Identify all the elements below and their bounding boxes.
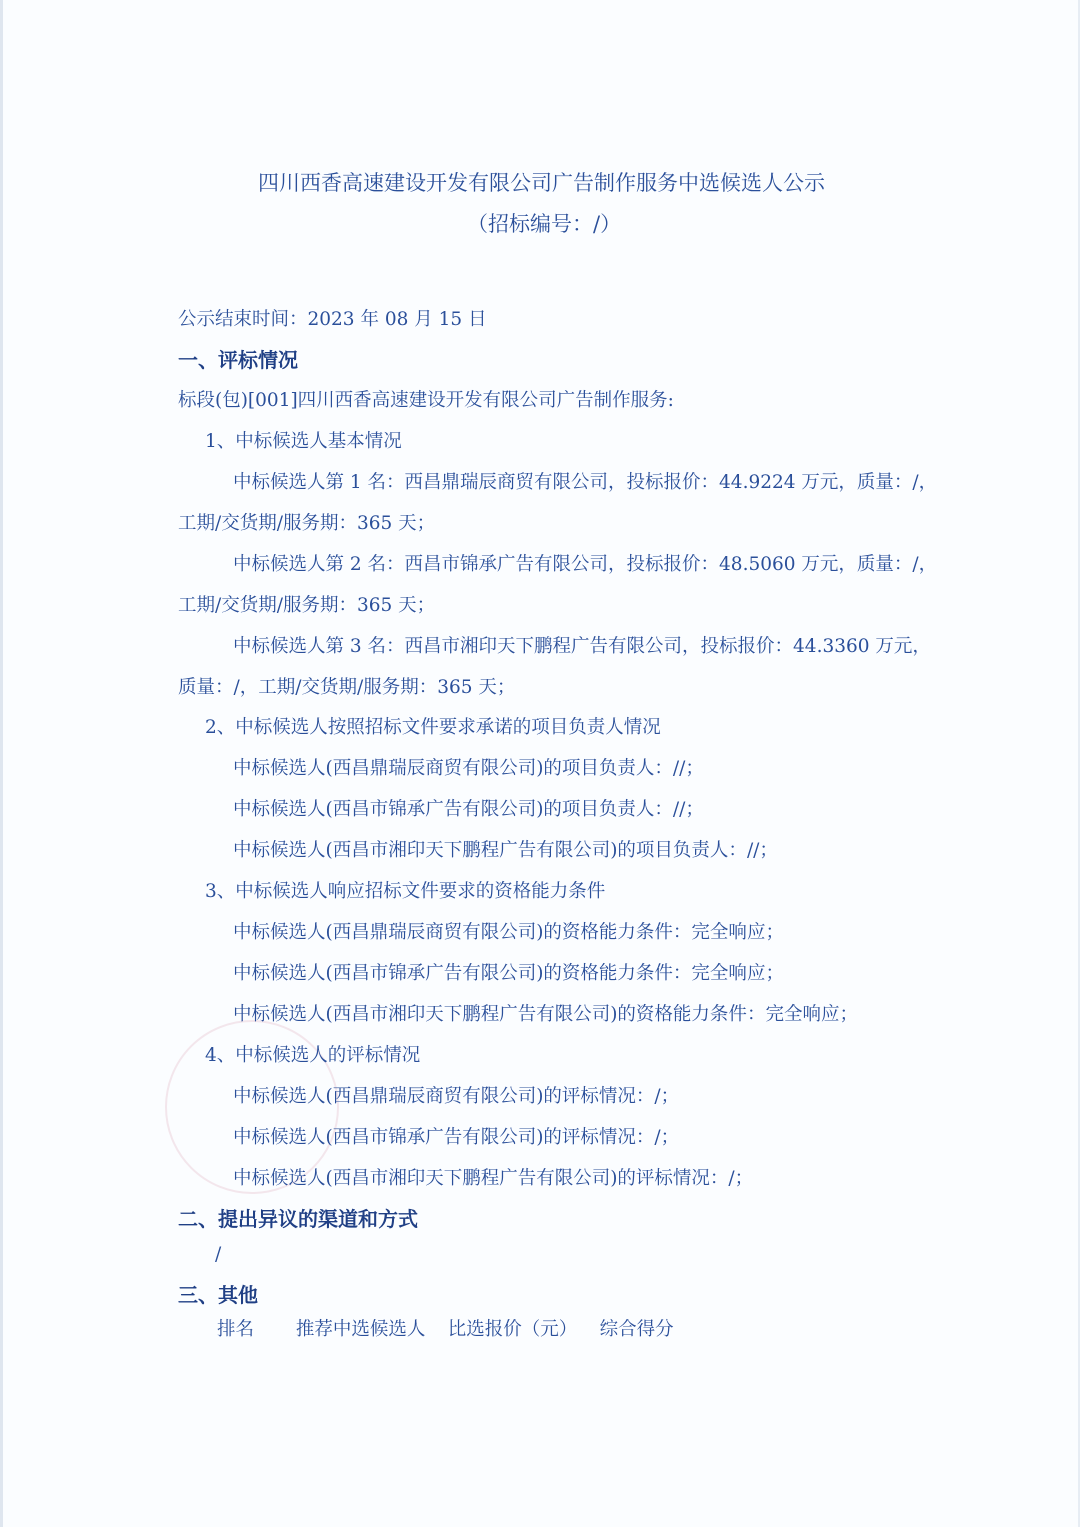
manager-item-1: 中标候选人(西昌鼎瑞辰商贸有限公司)的项目负责人：//； <box>233 758 704 779</box>
manager-item-2: 中标候选人(西昌市锦承广告有限公司)的项目负责人：//； <box>233 799 704 820</box>
candidate-2-line-1: 中标候选人第 2 名：西昌市锦承广告有限公司，投标报价：48.5060 万元，质量：/， <box>233 554 938 575</box>
subsection-title-2: 2、中标候选人按照招标文件要求承诺的项目负责人情况 <box>205 717 661 738</box>
package-line: 标段(包)[001]四川西香高速建设开发有限公司广告制作服务: <box>178 390 674 411</box>
evaluation-item-1: 中标候选人(西昌鼎瑞辰商贸有限公司)的评标情况：/； <box>233 1086 680 1107</box>
candidate-1-line-2: 工期/交货期/服务期：365 天； <box>178 513 436 534</box>
subsection-title-1: 1、中标候选人基本情况 <box>205 431 402 452</box>
table-header-score: 综合得分 <box>599 1319 674 1340</box>
manager-item-3: 中标候选人(西昌市湘印天下鹏程广告有限公司)的项目负责人：//； <box>233 840 778 861</box>
document-subtitle: （招标编号：/） <box>467 212 622 236</box>
subsection-title-4: 4、中标候选人的评标情况 <box>205 1045 421 1066</box>
objection-content: / <box>215 1244 222 1265</box>
evaluation-item-3: 中标候选人(西昌市湘印天下鹏程广告有限公司)的评标情况：/； <box>233 1168 754 1189</box>
document-title: 四川西香高速建设开发有限公司广告制作服务中选候选人公示 <box>258 171 825 195</box>
qualification-item-1: 中标候选人(西昌鼎瑞辰商贸有限公司)的资格能力条件：完全响应； <box>233 922 784 943</box>
candidate-2-line-2: 工期/交货期/服务期：365 天； <box>178 595 436 616</box>
qualification-item-2: 中标候选人(西昌市锦承广告有限公司)的资格能力条件：完全响应； <box>233 963 784 984</box>
end-time: 公示结束时间：2023 年 08 月 15 日 <box>178 309 487 330</box>
table-header-price: 比选报价（元） <box>447 1319 578 1340</box>
page-edge-left <box>0 0 3 1527</box>
candidate-1-line-1: 中标候选人第 1 名：西昌鼎瑞辰商贸有限公司，投标报价：44.9224 万元，质量：/， <box>233 472 938 493</box>
table-header-row <box>217 1318 674 1342</box>
section-heading-2: 二、提出异议的渠道和方式 <box>178 1207 418 1231</box>
subsection-title-3: 3、中标候选人响应招标文件要求的资格能力条件 <box>205 881 606 902</box>
evaluation-item-2: 中标候选人(西昌市锦承广告有限公司)的评标情况：/； <box>233 1127 680 1148</box>
candidate-3-line-2: 质量：/，工期/交货期/服务期：365 天； <box>178 677 516 698</box>
qualification-item-3: 中标候选人(西昌市湘印天下鹏程广告有限公司)的资格能力条件：完全响应； <box>233 1004 858 1025</box>
section-heading-3: 三、其他 <box>178 1283 258 1307</box>
candidate-3-line-1: 中标候选人第 3 名：西昌市湘印天下鹏程广告有限公司，投标报价：44.3360 万元， <box>233 636 931 657</box>
table-header-candidate: 推荐中选候选人 <box>295 1319 426 1340</box>
section-heading-1: 一、评标情况 <box>178 348 298 372</box>
table-header-rank: 排名 <box>217 1319 255 1340</box>
